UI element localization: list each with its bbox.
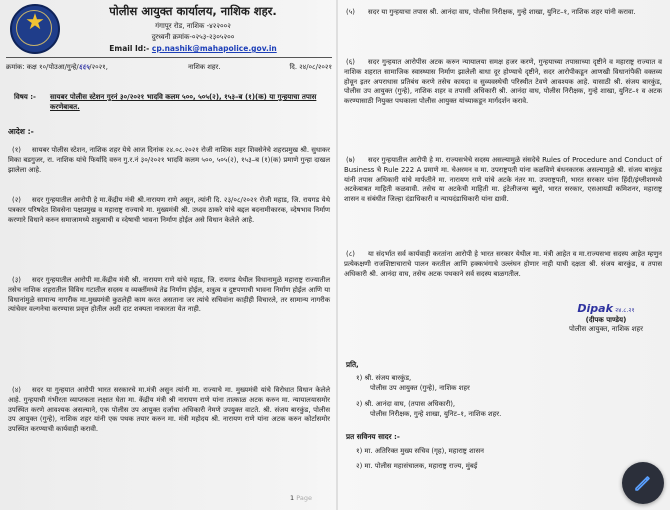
- info-copy-item: [356, 462, 656, 472]
- reference-number: क्रमांक: कक्ष १०/पोउआ/गुन्हे/६६५/२०२१,: [6, 63, 108, 71]
- copy-item-detail: पोलीस उप आयुक्त (गुन्हे), नाशिक शहर: [370, 383, 470, 392]
- office-address: गंगापूर रोड, नाशिक -४२२००२: [155, 22, 231, 30]
- reference-date: दि. २४/०८/२०२१: [289, 63, 332, 71]
- paragraph: सदर या गुन्हयात आरोपी भारत सरकारचे मा.मंत्री असुन त्यांनी मा. राज्याचे मा. मुख्यमंत्री यांचे विरोधात विधान केलेले आहे. गुन्हयाची गंभीरता व्याप्तकता लक्षात घेता मा. केंद्रीय मंत्री श्री नारायण राणे यांना तात्काळ अटक करुन मा. न्यायालयासमोर उपस्थित करणे आवश्यक असल्याने, एक पोलीस उप आयुक्त दर्जाचा अधिकारी नेमणे उपयुक्त वाटते. श्री. संजय बारकुंड, पोलीस उप आयुक्त (गुन्हे), नाशिक शहर यांनी एक पथक तयार करुन मा. मंत्री महोदय श्री. नारायण राणे यांना अटक करुन कोर्टासमोर उपस्थित करण्याची कार्यवाही करावी.: [8, 386, 330, 434]
- edit-fab-button[interactable]: [622, 462, 664, 504]
- signatory-name: (दीपक पाण्डेय): [585, 315, 627, 324]
- para-number: (८): [346, 250, 355, 258]
- page-fold: [336, 0, 338, 510]
- police-emblem-icon: [10, 4, 60, 54]
- page-indicator: [290, 494, 312, 502]
- paragraph: सायबर पोलीस स्टेशन, नाशिक शहर येथे आज दिनांक २४.०८.२०२१ रोजी नाशिक शहर शिवसेनेचे शहरप्रमुख श्री. सुधाकर मिका बडगुजर, रा. नाशिक यांचे फिर्यादि वरुन गु.र.नं ३०/२०२१ भादवि कलम ५००, ५०५(२), १५३–ब (१)(क) प्रमाणे गुन्हा दाखल झालेला आहे.: [8, 146, 330, 174]
- pencil-icon: [633, 473, 653, 493]
- copy-to-item: [356, 374, 656, 393]
- reference-place: नाशिक शहर.: [188, 63, 221, 71]
- copy-item-detail: पोलीस निरीक्षक, गुन्हे शाखा, युनिट–१, नाशिक शहर.: [370, 409, 502, 418]
- page-number: 1: [290, 494, 295, 502]
- copy-item-name: श्री. संजय बारकुंड,: [364, 374, 412, 382]
- paragraph: सदर गुन्हयातील आरोपी मा.केंद्रीय मंत्री श्री. नारायण राणे यांचे महाड, जि. रायगड येथील विधानामुळे महाराष्ट्र राज्यातील तसेच नाशिक शहरातील विविध गटातील सदस्य व व्यक्तींमध्ये तेढ निर्माण होईल, शत्रुत्व व दुष्टपणाची भावना निर्माण होईल आणि या विधानांमुळे सामान्य नागरीक मा.मुख्यमंत्री कुठलेही काम करत असताना जर त्यांचे सचिवांना काहीही विचारले, तर सामान्य नागरीक त्यांचेवर वल्गनेचा करण्यास प्रवृत्त होतील अशी दाट शक्यता नाकारता येत नाही.: [8, 276, 330, 314]
- signature-date: २४.८.२१: [615, 307, 635, 314]
- copy-to-heading: प्रति,: [346, 360, 359, 369]
- header-divider: [6, 57, 332, 58]
- para-number: (१): [12, 146, 21, 154]
- email-link[interactable]: cp.nashik@mahapolice.gov.in: [151, 44, 277, 53]
- para-number: (३): [12, 276, 21, 284]
- paragraph: या संदर्भात सर्व कार्यवाही करतांना आरोपी हे भारत सरकार येथील मा. मंत्री आहेत व मा.राज्यसभा सदस्य आहेत म्हणुन प्रत्येकक्षणी राजशिष्टाचाराचे पालन करतील आणि हक्कभंगाचे उल्लंघन होणार नाही याची दक्षता श्री. संजय बारकुंड, व तपास अधिकारी श्री. आनंदा वाघ, तसेच अटक पथकाने सर्व सदस्य बाळगतील.: [344, 250, 662, 278]
- info-copy-item: [356, 447, 656, 457]
- info-copy-heading: प्रत सविनय सादर :-: [346, 432, 400, 441]
- para-number: (२): [12, 196, 21, 204]
- signature-block: [548, 304, 664, 335]
- paragraph: सदर गुन्हयातील आरोपी हे मा. राज्यसभेचे सदस्य असल्यामुळे संसदेचे Rules of Procedure and Conduct of Business चे Rule 222 A प्रमाणे मा. चेअरमन व मा. उपराष्ट्रपती यांना कळविणे बंधनकारक असल्यामुळे श्री. संजय बारकुंड यांनी तपास अधिकारी यांचे मार्फतीने मा. नारायण राणे यांचे अटके नंतर मा. उपराष्ट्रपती, भारत सरकार यांना हिंदी/इंग्लीशमध्ये अटकेबाबत माहिती कळवावी. तसेच या अटकेची माहिती मा. इंटेलीजन्स ब्युरो, भारत सरकार, एसआयडी कमिशनर, महाराष्ट्र शासन व संबंधीत जिल्हा दंडाधिकारी व न्यायदंडाधिकारी यांना द्यावी.: [344, 156, 662, 204]
- emblem-star: ★: [25, 10, 45, 35]
- copy-item-number: १): [356, 374, 363, 382]
- signatory-designation: पोलीस आयुक्त, नाशिक शहर: [569, 325, 643, 333]
- paragraph: सदर गुन्हयातील आरोपी हे मा.केंद्रीय मंत्री श्री.नारायण राणे असुन, त्यांनी दि. २३/०८/२०२१ रोजी महाड, जि. रायगड येथे पत्रकार परिषदेत शिवसेना पक्षप्रमुख व महाराष्ट्र राज्याचे मा. मुख्यमंत्री श्री. उध्दव ठाकरे यांचे बद्दल बदनामीकारक, व्देषभाव निर्माण करणारे विधाने करुन समाजामध्ये शत्रुत्वाची व व्देषाची भावना निर्माण होईल असे विधान केलेले आहे.: [8, 196, 330, 224]
- info-item-text: मा. पोलीस महासंचालक, महाराष्ट्र राज्य, मुंबई: [364, 462, 478, 470]
- info-item-number: २): [356, 462, 363, 470]
- signature-scribble: Dipak: [577, 302, 613, 315]
- para-number: (६): [346, 58, 355, 66]
- para-number: (७): [346, 156, 355, 164]
- office-email: [60, 44, 326, 54]
- copy-item-name: श्री. आनंदा वाघ, (तपास अधिकारी),: [364, 400, 456, 408]
- subject-text: सायबर पोलीस स्टेशन गुरनं ३०/२०२१ भादवि कलम ५००, ५०५(२), १५३–ब (१)(क) या गुन्हयाचा तपास करणेबाबत.: [50, 93, 317, 111]
- info-item-text: मा. अतिरिक्त मुख्य सचिव (गृह), महाराष्ट्र शासन: [364, 447, 484, 455]
- paragraph: सदर गुन्हयात आरोपीस अटक करुन न्यायालया समक्ष हजर करणे, गुन्हयाच्या तपासाच्या दृष्टीने व महाराष्ट्र राज्यात व नाशिक शहरात सामाजिक स्वास्थ्यास निर्माण झालेली बाधा दूर होण्याचे दृष्टीने, सदर आरोपीकडून आणखी विधानांपैकी वक्तव्य होवून इतर अपराधास प्रतिबंध करणे तसेच कायदा व सुव्यवस्थेची परिस्थीत टेवणे आवश्यक आहे. यासाठी श्री. संजय बारकुंड, पोलीस उप आयुक्त (गुन्हे), नाशिक शहर व तपासी अधिकारी श्री. आनंदा वाघ, पोलीस निरीक्षक, गुन्हे शाखा, युनिट–१ व अटक करण्यासाठी नियुक्त पथकाला पोलीस आयुक्त यांच्याकडून मार्गदर्शन करावे.: [344, 58, 662, 106]
- page-label: Page: [296, 494, 312, 502]
- email-label: Email Id:-: [109, 44, 150, 53]
- info-item-number: १): [356, 447, 363, 455]
- subject-label: विषय :-: [14, 93, 36, 101]
- office-title: पोलीस आयुक्त कार्यालय, नाशिक शहर.: [109, 4, 277, 18]
- handwritten-number: ६६५: [78, 63, 90, 71]
- copy-to-item: [356, 400, 656, 419]
- office-phone: दुरध्वनी क्रमांक-०२५३-२३०५२००: [151, 33, 235, 41]
- subject: [6, 92, 332, 112]
- signature-line: [548, 304, 664, 316]
- copy-item-number: २): [356, 400, 363, 408]
- paragraph: सदर या गुन्हयाचा तपास श्री. आनंदा वाघ, पोलीस निरीक्षक, गुन्हे शाखा, युनिट–१, नाशिक शहर यांनी करावा.: [368, 8, 636, 16]
- para-number: (४): [12, 386, 21, 394]
- para-number: (५): [346, 8, 355, 16]
- order-heading: आदेश :-: [8, 127, 34, 136]
